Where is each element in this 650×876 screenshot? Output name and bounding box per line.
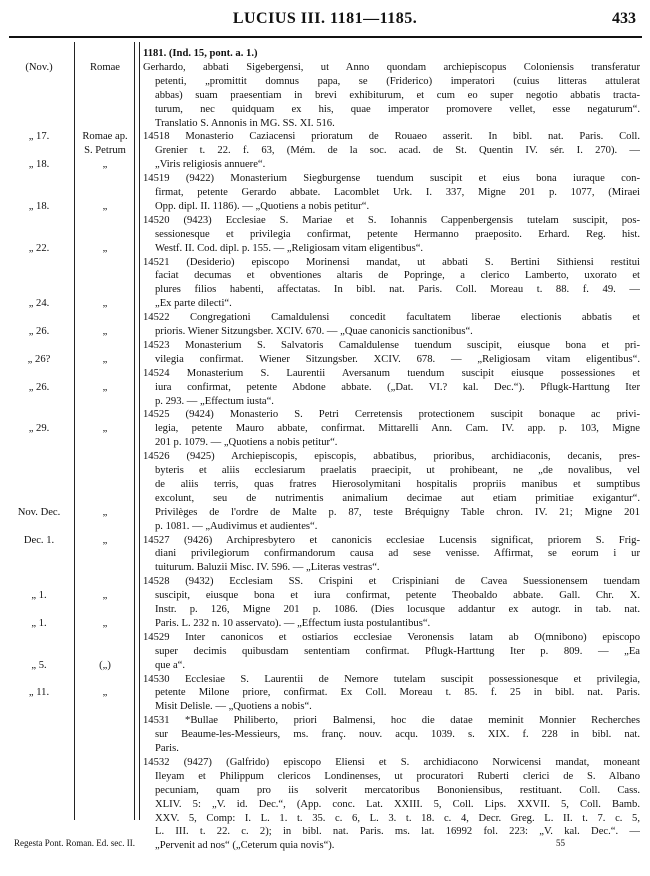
entry-line: legia, petente Mauro abbate, confirmat. Mittarelli Ann. Cam. IV. app. p. 103, Migne bbox=[155, 423, 640, 435]
entry-line: 14527 (9426) Archipresbytero et canonicis ecclesiae Lucensis significat, priorem S. Frig- bbox=[143, 534, 640, 546]
entry-line: Paris. bbox=[155, 743, 179, 754]
entry-line: byteris et aliis ecclesiarum praelatis praecipit, ut prohibeant, ne „de novalibus, vel bbox=[155, 465, 640, 476]
place-cell: „ bbox=[102, 687, 108, 699]
place-cell: S. Petrum bbox=[84, 145, 126, 157]
place-cell: „ bbox=[102, 353, 108, 365]
entry-line: petenti, „promittit domnus papa, se (Friderico) imperatori (cuius litteras attulerat bbox=[155, 75, 640, 87]
entry-line: excolunt, seu de nutrimentis animalium decimae aut etiam primitiae exigantur“. bbox=[155, 492, 640, 504]
entry-line: 14522 Congregationi Camaldulensi concedit facultatem liberae electionis abbatis et bbox=[143, 312, 640, 324]
entry-line: Westf. II. Cod. dipl. p. 155. — „Religiosam vitam eligentibus“. bbox=[155, 242, 424, 254]
entry-line: 14529 Inter canonicos et ostiarios ecclesiae Veronensis latam ab O(mnibono) episcopo bbox=[143, 631, 640, 643]
place-cell: „ bbox=[102, 242, 108, 254]
date-cell: „ 22. bbox=[28, 242, 50, 254]
date-cell: „ 1. bbox=[31, 590, 47, 602]
year-heading: 1181. (Ind. 15, pont. a. 1.) bbox=[143, 48, 258, 59]
place-cell: „ bbox=[102, 298, 108, 310]
entry-line: Opp. dipl. II. 1186). — „Quotiens a nobis petitur“. bbox=[155, 200, 370, 212]
entry-line: sur Beaume-les-Messieurs, ms. franç. nouv. acqu. 1039. s. XIX. f. 228 in bibl. nat. bbox=[155, 729, 640, 741]
date-cell: „ 18. bbox=[28, 159, 50, 171]
date-cell: „ 1. bbox=[31, 617, 47, 629]
date-cell: „ 26. bbox=[28, 381, 50, 393]
page-footer bbox=[0, 838, 650, 852]
entry-line: tuiturum. Baluzii Misc. IV. 596. — „Literas vestras“. bbox=[155, 562, 380, 574]
entry-line: L. III. t. 22. c. 2); in bibl. nat. Paris. ms. lat. 16992 fol. 223: „V. kal. Dec.“. — bbox=[155, 826, 640, 838]
entry-line: prioris. Wiener Sitzungsber. XCIV. 670. — „Quae canonicis sanctionibus“. bbox=[155, 326, 473, 337]
running-title: LUCIUS III. 1181—1185. bbox=[232, 10, 418, 27]
entry-line: 14530 Ecclesiae S. Laurentii de Nemore tutelam suscipit possessionesque et privilegia, bbox=[143, 673, 640, 685]
place-cell: „ bbox=[102, 534, 108, 546]
entry-line: plures filios habenti, affectatas. In bibl. nat. Paris. Coll. Moreau t. 88. f. 49. — bbox=[155, 284, 640, 296]
entry-line: diani privilegiorum confirmandorum causa ad sese venisse. Affirmat, se eorum i ur bbox=[155, 548, 640, 560]
entry-line: 14520 (9423) Ecclesiae S. Mariae et S. Iohannis Cappenbergensis tutelam suscipit, pos- bbox=[143, 214, 640, 226]
entry-line: sessionesque et privilegia confirmat, petente Hermanno praeposito. Erhard. Reg. hist. bbox=[155, 228, 640, 240]
entry-line: abbas) suam praesentiam in brevi exhibiturum, et cum eo super negotio abbatis tracta- bbox=[155, 89, 640, 101]
entry-line: petente Milone priore, confirmat. Ex Coll. Moreau t. 85. f. 25 in bibl. nat. Paris. bbox=[155, 687, 640, 699]
date-cell: „ 5. bbox=[31, 659, 47, 671]
entry-line: super decimis quibusdam sententiam confirmat. Pflugk-Harttung Iter p. 809. — „Ea bbox=[155, 645, 640, 657]
entry-line: 14521 (Desiderio) episcopo Morinensi mandat, ut abbati S. Bertini Sithiensi restitui bbox=[143, 256, 640, 268]
entry-line: turum, nec quidquam ex his, quae imperator promovere vellet, esse negaturum“. bbox=[155, 103, 640, 115]
entry-line: p. 293. — „Effectum iusta“. bbox=[155, 395, 274, 407]
entry-line: Translatio S. Annonis in MG. SS. XI. 516. bbox=[155, 117, 335, 129]
entry-line: firmat, petente Gerardo abbate. Lacomblet Urk. I. 337, Migne 201 p. 1077, (Miraei bbox=[155, 187, 640, 198]
date-cell: „ 11. bbox=[28, 687, 50, 699]
date-cell: „ 24. bbox=[28, 298, 50, 310]
footer-signature: Regesta Pont. Roman. Ed. sec. II. bbox=[14, 838, 135, 848]
entry-line: 14518 Monasterio Caziacensi prioratum de Rouaeo asserit. In bibl. nat. Paris. Coll. bbox=[143, 131, 640, 143]
entry-line: 14531 *Bullae Philiberto, priori Balmensi, hoc die datae meminit Monnier Recherches bbox=[143, 715, 640, 727]
column-divider-left bbox=[74, 42, 75, 820]
page-number: 433 bbox=[612, 10, 636, 27]
entry-line: XLIV. 5: „V. id. Dec.“, (App. conc. Lat. XXIII. 5, Coll. Lips. XXVII. 5, Coll. Bamb. bbox=[155, 798, 640, 810]
entry-line: Ileyam et Philippum clericos Londinenses, ut procuratori Ruberti clerici de S. Albano bbox=[155, 770, 640, 782]
entry-line: pecuniam, quam pro iis solverit mercatoribus Bononiensibus, restituant. Coll. Cass. bbox=[155, 784, 640, 796]
place-cell: „ bbox=[102, 159, 108, 171]
place-cell: „ bbox=[102, 381, 108, 393]
column-divider-double-1 bbox=[134, 42, 135, 820]
footer-sheet-number: 55 bbox=[556, 838, 565, 848]
entry-line: „Viris religiosis annuere“. bbox=[155, 159, 266, 171]
place-cell: Romae bbox=[89, 61, 120, 73]
date-cell: (Nov.) bbox=[25, 61, 53, 73]
entry-line: 14526 (9425) Archiepiscopis, episcopis, abbatibus, prioribus, archidiaconis, decanis, pres- bbox=[143, 451, 640, 463]
place-cell: Romae ap. bbox=[82, 131, 128, 143]
entry-line: „Pervenit ad nos“ („Ceterum quia novis“). bbox=[155, 840, 335, 852]
entry-line: Privilèges de l'ordre de Malte p. 87, teste Bréquigny Table chron. IV. 21; Migne 201 bbox=[155, 506, 640, 518]
page-header bbox=[0, 10, 650, 32]
date-cell: Nov. Dec. bbox=[17, 506, 61, 518]
place-cell: „ bbox=[102, 326, 108, 337]
entry-line: vilegia confirmat. Wiener Sitzungsber. XCIV. 678. — „Religiosam vitam eligentibus“. bbox=[155, 353, 640, 365]
entry-line: 14525 (9424) Monasterio S. Petri Cerretensis protectionem suscipit bonaque ac privi- bbox=[143, 409, 640, 421]
date-cell: „ 29. bbox=[28, 423, 50, 435]
column-divider-double-2 bbox=[139, 42, 140, 820]
entry-line: Gerhardo, abbati Sigebergensi, ut Anno quondam archiepiscopus Coloniensis transferatur bbox=[143, 61, 640, 73]
date-cell: Dec. 1. bbox=[23, 534, 55, 546]
entry-line: p. 1081. — „Audivimus et audientes“. bbox=[155, 520, 318, 532]
entry-line: que a“. bbox=[155, 659, 185, 671]
entry-line: 14523 Monasterium S. Salvatoris Camaldulense tuendum suscipit, eiusque bona et pri- bbox=[143, 339, 640, 351]
entry-line: 14524 Monasterium S. Laurentii Aversanum tuendum suscipit eiusque possessiones et bbox=[143, 367, 640, 379]
date-cell: „ 17. bbox=[28, 131, 50, 143]
place-cell: „ bbox=[102, 617, 108, 629]
place-cell: „ bbox=[102, 423, 108, 435]
entry-line: XXV. 5, Comp: I. L. 1. t. 35. c. 6, L. 3. t. 18. c. 4, Decr. Greg. L. II. t. 7. c. 5, bbox=[155, 812, 640, 824]
entry-line: faciat decumas et obventiones altaris de Popringe, a clerico Lamberto, uxorato et bbox=[155, 270, 640, 282]
entry-line: „Ex parte dilecti“. bbox=[155, 298, 232, 310]
entry-line: suscipit, eiusque bona et iura confirmat, petente Theobaldo abbate. Gall. Chr. X. bbox=[155, 590, 640, 602]
entry-line: Grenier t. 22. f. 63, (Mém. de la soc. acad. de St. Quentin IV. sér. I. 270). — bbox=[155, 145, 640, 157]
entry-line: iura confirmat, petente Abdone abbate. („Dat. VI.? kal. Dec.“). Pflugk-Harttung Iter bbox=[155, 381, 640, 393]
place-cell: „ bbox=[102, 590, 108, 602]
header-rule bbox=[9, 36, 642, 38]
entry-line: Misit Delisle. — „Quotiens a nobis“. bbox=[155, 701, 312, 713]
date-cell: „ 18. bbox=[28, 200, 50, 212]
entry-line: de aliis terris, quas fratres Hierosolymitani hospitalis propriis manibus et sumptibus bbox=[155, 478, 640, 490]
date-cell: „ 26. bbox=[28, 326, 50, 337]
place-cell: „ bbox=[102, 200, 108, 212]
date-cell: „ 26? bbox=[27, 353, 51, 365]
entry-line: Paris. L. 232 n. 10 asservato). — „Effectum iusta postulantibus“. bbox=[155, 617, 431, 629]
entry-line: 14528 (9432) Ecclesiam SS. Crispini et Crispiniani de Cavea Suessionensem tuendam bbox=[143, 576, 640, 588]
entry-line: 14519 (9422) Monasterium Siegburgense tuendum suscipit et eius bona iuraque con- bbox=[143, 173, 640, 185]
entry-line: 201 p. 1079. — „Quotiens a nobis petitur“. bbox=[155, 437, 338, 449]
place-cell: („) bbox=[99, 659, 111, 671]
place-cell: „ bbox=[102, 506, 108, 518]
entry-line: Instr. p. 126, Migne 201 p. 1086. (Dies locusque addantur ex autogr. in tab. nat. bbox=[155, 604, 640, 615]
entry-line: 14532 (9427) (Galfrido) episcopo Eliensi et S. archidiacono Norwicensi mandat, moneant bbox=[143, 756, 640, 768]
